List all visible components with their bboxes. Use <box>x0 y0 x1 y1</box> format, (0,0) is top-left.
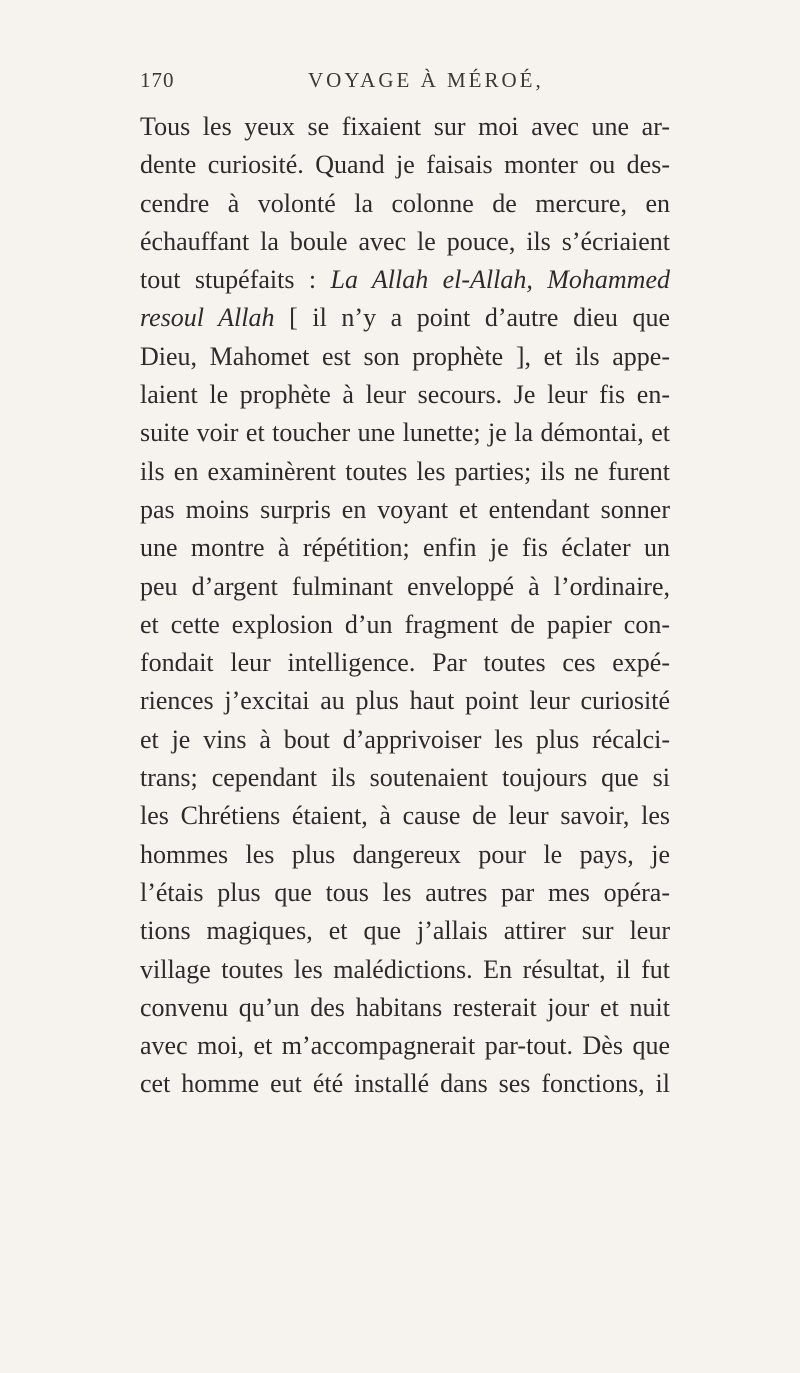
text-line: ils en examinèrent toutes les parties; ils ne furent <box>140 456 670 486</box>
text-line: peu d’argent fulminant enveloppé à l’ordinaire, <box>140 571 670 601</box>
text-line: convenu qu’un des habitans resterait jour et nuit <box>140 992 670 1022</box>
text-segment: [ il n’y a point d’autre dieu que <box>274 303 670 333</box>
text-line <box>140 261 670 299</box>
text-line: tions magiques, et que j’allais attirer sur leur <box>140 916 670 946</box>
text-line: cendre à volonté la colonne de mercure, en <box>140 188 670 218</box>
running-title: VOYAGE À MÉROÉ, <box>308 68 544 92</box>
italic-phrase: La Allah el-Allah, Mohammed <box>330 265 670 295</box>
body-text <box>140 108 670 1104</box>
text-line <box>140 299 670 337</box>
text-line: Tous les yeux se fixaient sur moi avec une ar- <box>140 112 670 141</box>
text-line: fondait leur intelligence. Par toutes ces expé- <box>140 648 670 678</box>
text-line: et je vins à bout d’apprivoiser les plus récalci- <box>140 724 670 754</box>
text-line: hommes les plus dangereux pour le pays, je <box>140 839 670 869</box>
page-number: 170 <box>140 68 175 92</box>
text-line: l’étais plus que tous les autres par mes opéra- <box>140 877 670 907</box>
running-head <box>140 68 662 108</box>
text-line: cet homme eut été installé dans ses fonctions, il <box>140 1069 670 1099</box>
text-line: dente curiosité. Quand je faisais monter ou des- <box>140 150 670 180</box>
text-line: village toutes les malédictions. En résultat, il fut <box>140 954 670 984</box>
text-line: riences j’excitai au plus haut point leur curiosité <box>140 686 670 716</box>
text-line: Dieu, Mahomet est son prophète ], et ils appe- <box>140 341 670 371</box>
text-line: et cette explosion d’un fragment de papier con- <box>140 609 670 639</box>
text-line: échauffant la boule avec le pouce, ils s’écriaient <box>140 226 670 256</box>
text-line: laient le prophète à leur secours. Je leur fis en- <box>140 380 670 410</box>
text-line: les Chrétiens étaient, à cause de leur savoir, les <box>140 801 670 831</box>
text-line: suite voir et toucher une lunette; je la démontai, et <box>140 418 670 448</box>
text-line: une montre à répétition; enfin je fis éclater un <box>140 533 670 563</box>
italic-phrase: resoul Allah <box>140 303 275 333</box>
text-segment: tout stupéfaits : <box>140 265 331 295</box>
text-line: avec moi, et m’accompagnerait par-tout. Dès que <box>140 1031 670 1061</box>
text-line: trans; cependant ils soutenaient toujours que si <box>140 763 670 793</box>
text-line: pas moins surpris en voyant et entendant sonner <box>140 494 670 524</box>
